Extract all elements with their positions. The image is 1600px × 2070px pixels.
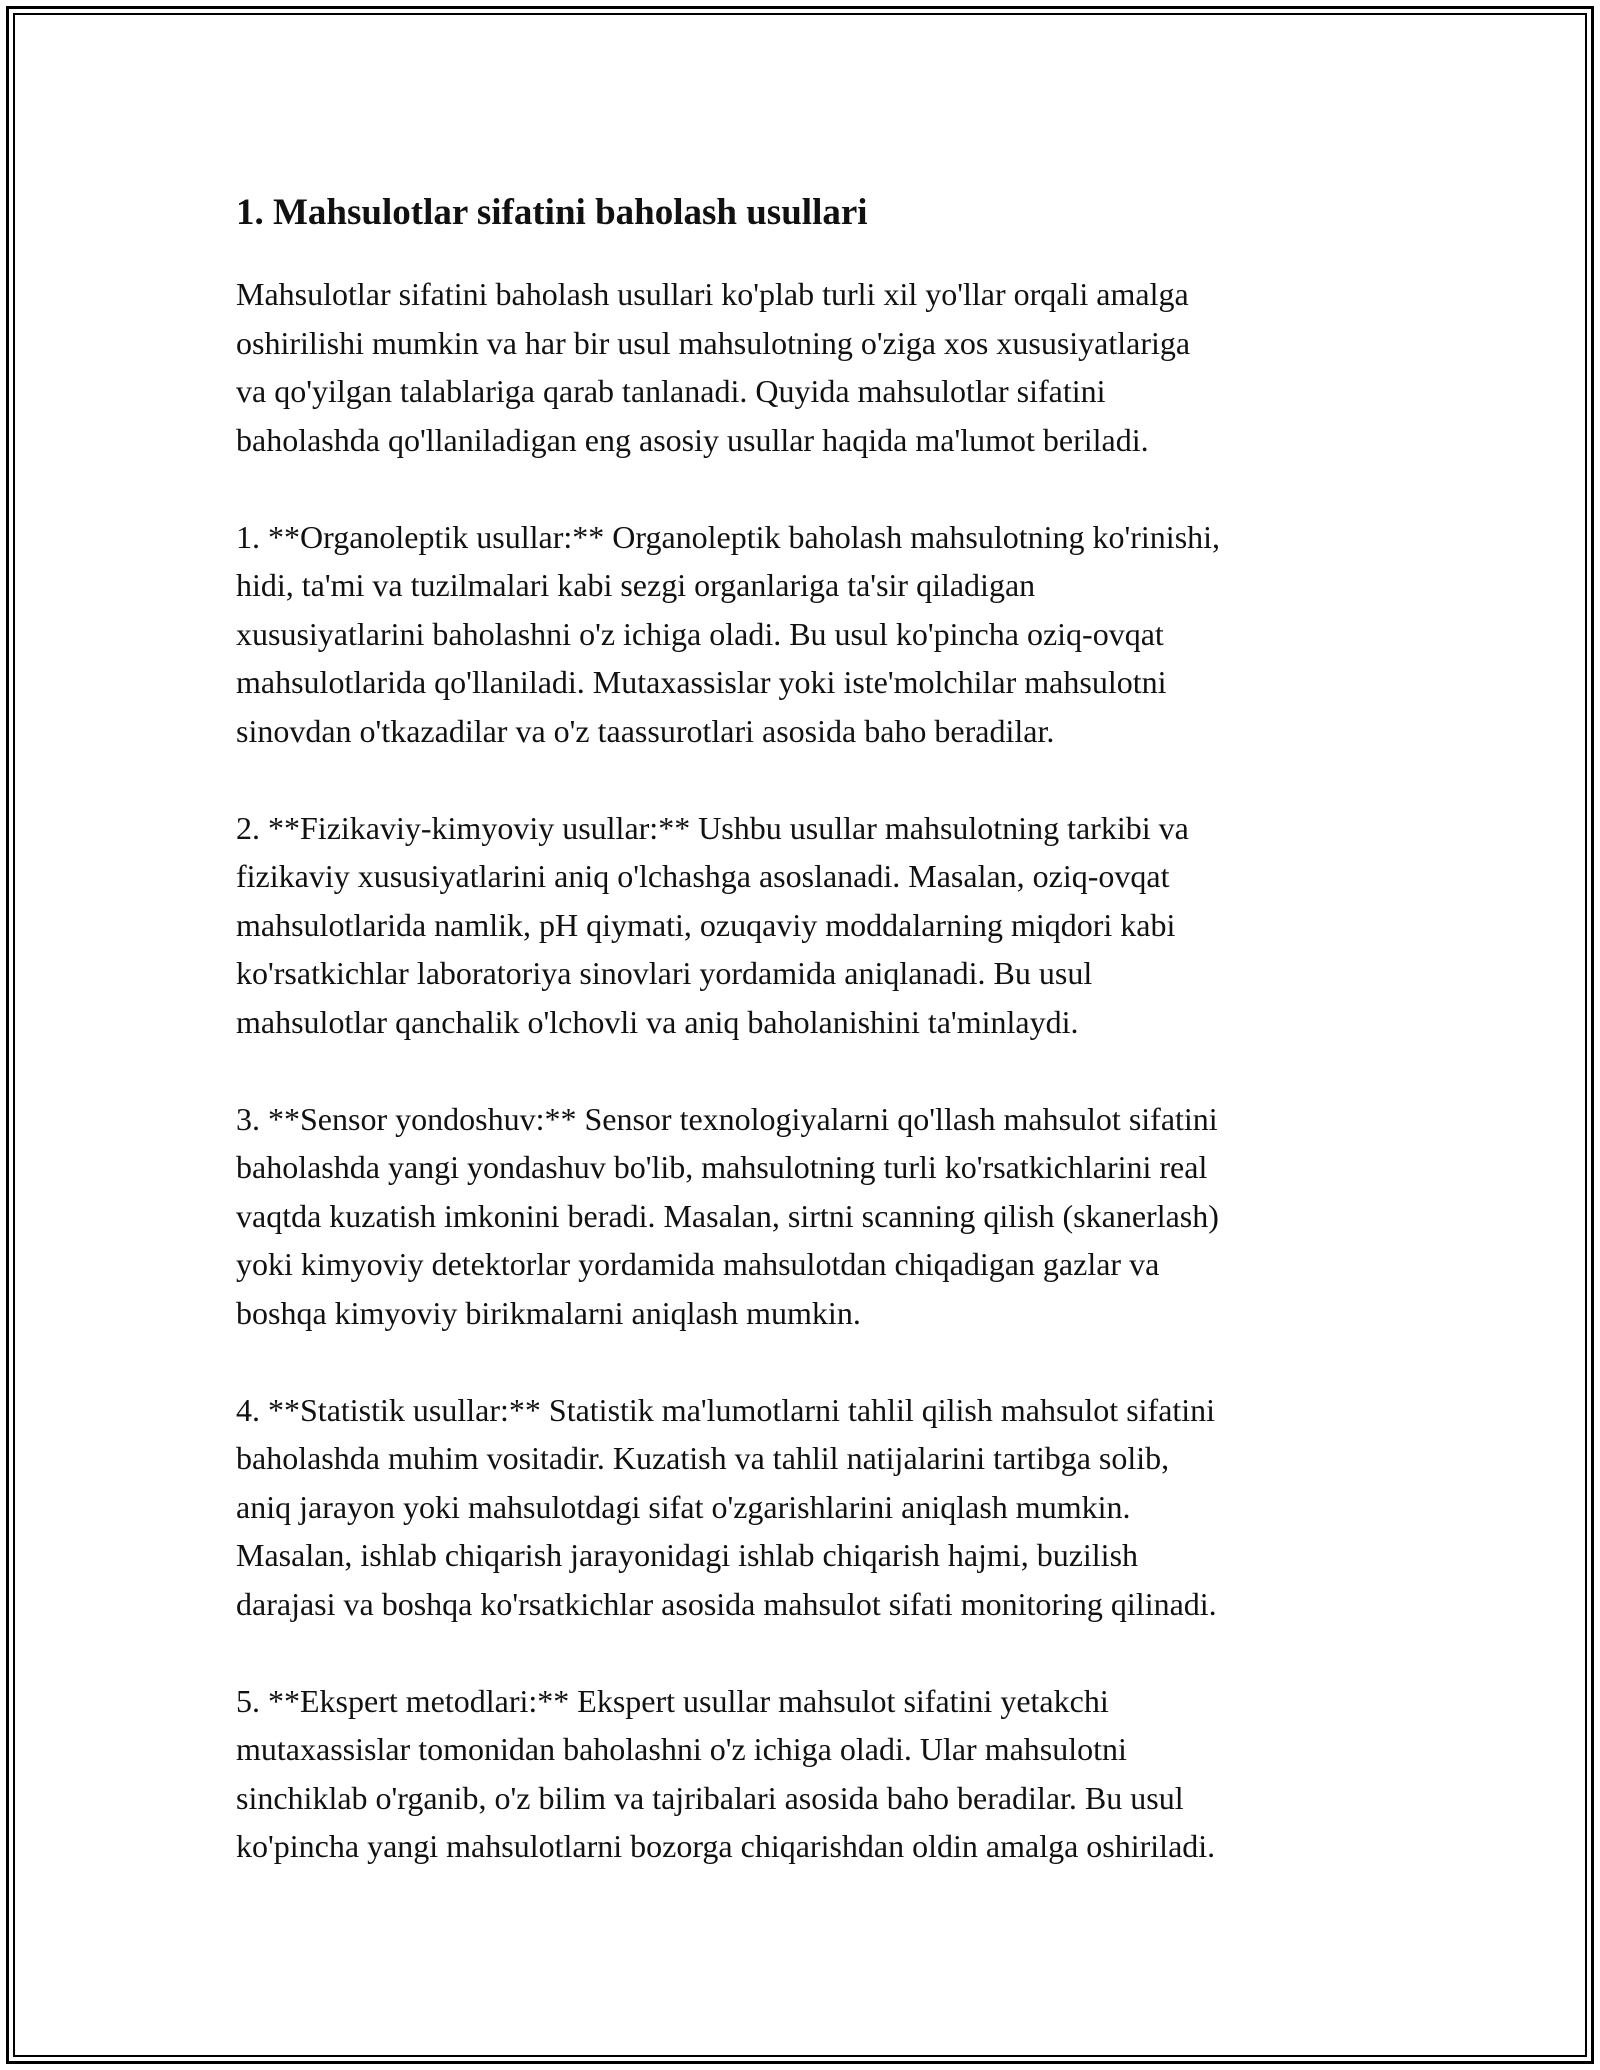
- paragraph-line: baholashda yangi yondashuv bo'lib, mahsulotning turli ko'rsatkichlarini real: [236, 1149, 1208, 1185]
- paragraph-line: 2. **Fizikaviy-kimyoviy usullar:** Ushbu usullar mahsulotning tarkibi va: [236, 809, 1189, 846]
- paragraph-line: mutaxassislar tomonidan baholashni o'z ichiga oladi. Ular mahsulotni: [236, 1731, 1127, 1767]
- paragraph-line: darajasi va boshqa ko'rsatkichlar asosida mahsulot sifati monitoring qilinadi.: [236, 1585, 1217, 1622]
- paragraph-line: boshqa kimyoviy birikmalarni aniqlash mumkin.: [236, 1294, 861, 1331]
- expert-methods-paragraph: [236, 1677, 1376, 1871]
- paragraph-line: sinchiklab o'rganib, o'z bilim va tajribalari asosida baho beradilar. Bu usul: [236, 1779, 1184, 1816]
- paragraph-line: 1. **Organoleptik usullar:** Organoleptik baholash mahsulotning ko'rinishi,: [236, 518, 1221, 555]
- paragraph-line: baholashda muhim vositadir. Kuzatish va tahlil natijalarini tartibga solib,: [236, 1440, 1170, 1476]
- intro-paragraph: [236, 270, 1376, 464]
- paragraph-line: 5. **Ekspert metodlari:** Ekspert usullar mahsulot sifatini yetakchi: [236, 1682, 1109, 1719]
- paragraph-line: 4. **Statistik usullar:** Statistik ma'lumotlarni tahlil qilish mahsulot sifatini: [236, 1391, 1216, 1428]
- document-title: 1. Mahsulotlar sifatini baholash usullari: [236, 192, 868, 233]
- paragraph-line: mahsulotlarida namlik, pH qiymati, ozuqaviy moddalarning miqdori kabi: [236, 906, 1176, 943]
- paragraph-line: fizikaviy xususiyatlarini aniq o'lchashga asoslanadi. Masalan, oziq-ovqat: [236, 858, 1170, 894]
- paragraph-line: Mahsulotlar sifatini baholash usullari ko'plab turli xil yo'llar orqali amalga: [236, 276, 1189, 312]
- paragraph-line: Masalan, ishlab chiqarish jarayonidagi ishlab chiqarish hajmi, buzilish: [236, 1537, 1139, 1573]
- paragraph-line: ko'pincha yangi mahsulotlarni bozorga chiqarishdan oldin amalga oshiriladi.: [236, 1828, 1216, 1864]
- paragraph-line: mahsulotlar qanchalik o'lchovli va aniq baholanishini ta'minlaydi.: [236, 1003, 1079, 1040]
- paragraph-line: hidi, ta'mi va tuzilmalari kabi sezgi organlariga ta'sir qiladigan: [236, 567, 1036, 603]
- paragraph-line: mahsulotlarida qo'llaniladi. Mutaxassislar yoki iste'molchilar mahsulotni: [236, 664, 1167, 700]
- statistical-methods-paragraph: [236, 1386, 1376, 1629]
- physical-chemical-methods-paragraph: [236, 804, 1376, 1047]
- paragraph-line: sinovdan o'tkazadilar va o'z taassurotlari asosida baho beradilar.: [236, 712, 1055, 749]
- paragraph-line: vaqtda kuzatish imkonini beradi. Masalan, sirtni scanning qilish (skanerlash): [236, 1197, 1219, 1234]
- organoleptic-methods-paragraph: [236, 513, 1376, 756]
- sensor-approach-paragraph: [236, 1095, 1376, 1338]
- paragraph-line: va qo'yilgan talablariga qarab tanlanadi. Quyida mahsulotlar sifatini: [236, 373, 1106, 409]
- paragraph-line: ko'rsatkichlar laboratoriya sinovlari yordamida aniqlanadi. Bu usul: [236, 955, 1093, 991]
- paragraph-line: yoki kimyoviy detektorlar yordamida mahsulotdan chiqadigan gazlar va: [236, 1246, 1160, 1282]
- paragraph-line: xususiyatlarini baholashni o'z ichiga oladi. Bu usul ko'pincha oziq-ovqat: [236, 615, 1164, 652]
- paragraph-line: oshirilishi mumkin va har bir usul mahsulotning o'ziga xos xususiyatlariga: [236, 324, 1191, 361]
- paragraph-line: baholashda qo'llaniladigan eng asosiy usullar haqida ma'lumot beriladi.: [236, 421, 1149, 458]
- document-body: [236, 186, 1376, 1919]
- paragraph-line: aniq jarayon yoki mahsulotdagi sifat o'zgarishlarini aniqlash mumkin.: [236, 1488, 1131, 1525]
- paragraph-line: 3. **Sensor yondoshuv:** Sensor texnologiyalarni qo'llash mahsulot sifatini: [236, 1100, 1218, 1137]
